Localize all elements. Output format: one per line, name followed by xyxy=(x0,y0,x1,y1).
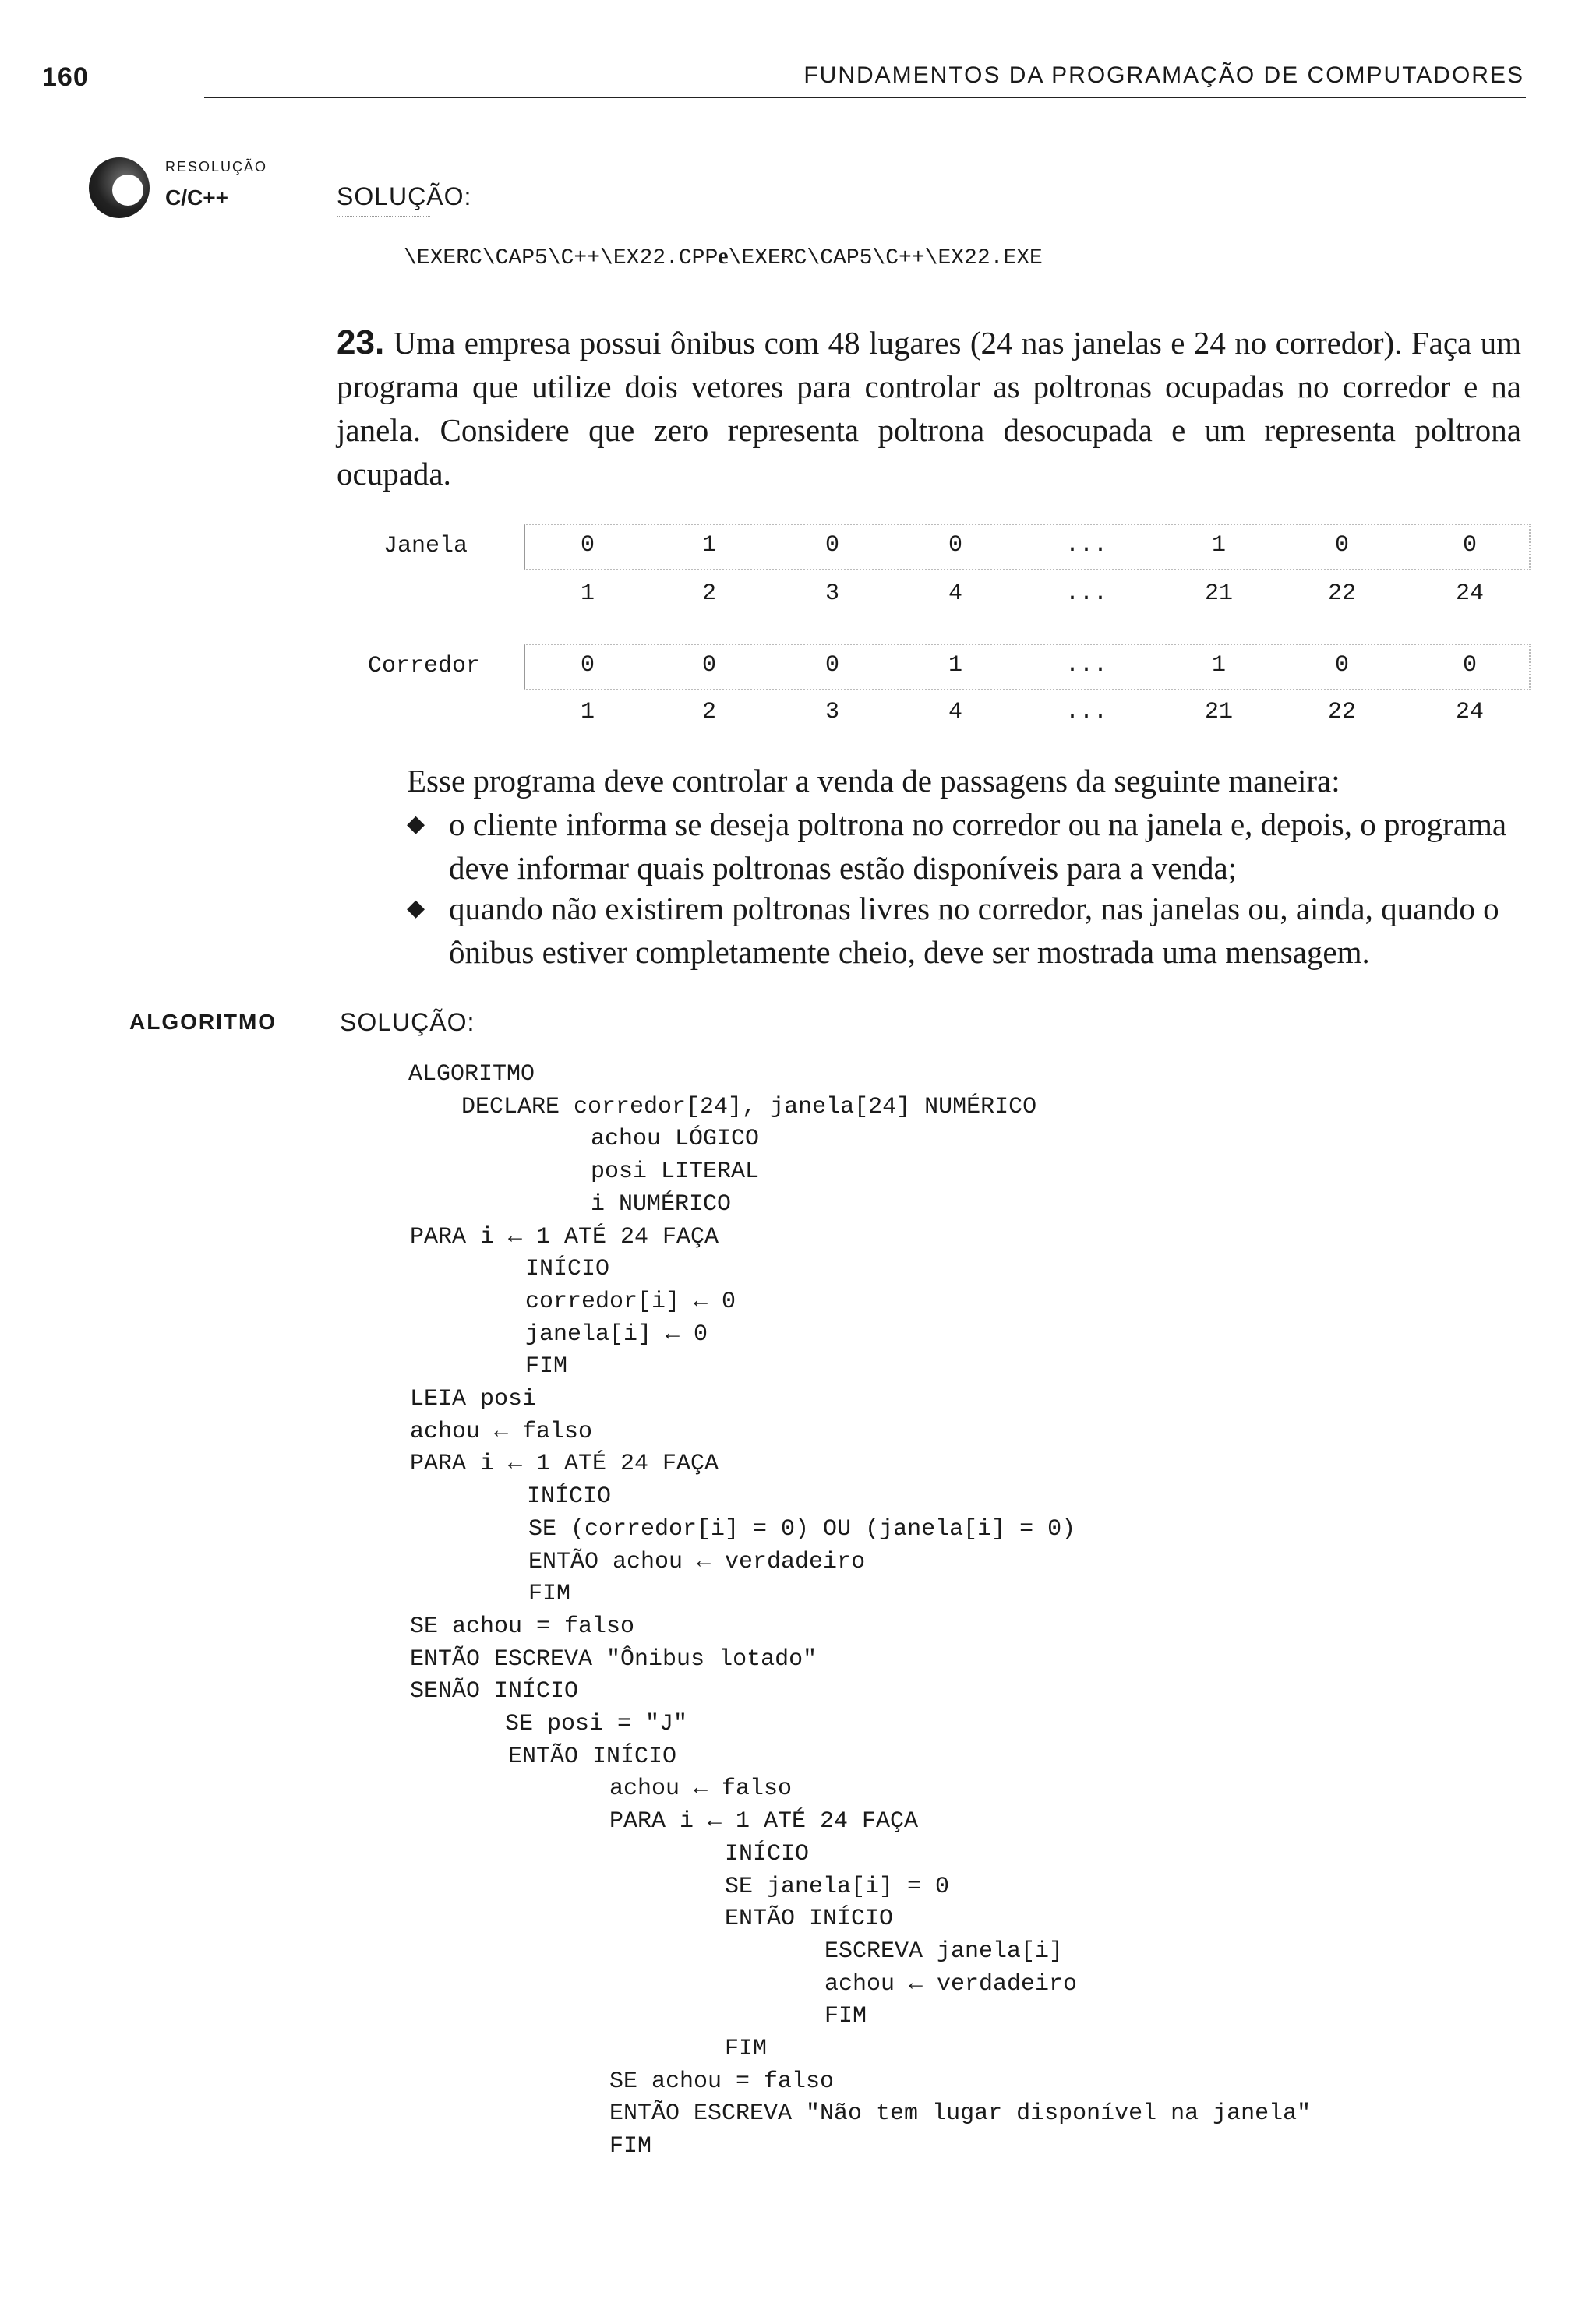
seat-number: 24 xyxy=(1455,699,1484,725)
seat-number: 24 xyxy=(1455,580,1484,607)
diamond-bullet-icon: ◆ xyxy=(407,811,425,837)
code-line: i NUMÉRICO xyxy=(591,1190,732,1218)
code-line: INÍCIO xyxy=(725,1840,810,1867)
code-line: achou LÓGICO xyxy=(591,1126,760,1153)
header-rule xyxy=(204,97,1526,98)
seat-status: 1 xyxy=(1211,532,1226,559)
file-paths xyxy=(404,243,1043,270)
code-line: achou ← verdadeiro xyxy=(824,1970,1078,1998)
seat-number: 4 xyxy=(948,580,962,607)
seat-status: 0 xyxy=(1462,652,1477,679)
solution-heading-rule xyxy=(337,216,430,217)
code-line: ENTÃO achou ← verdadeiro xyxy=(528,1548,866,1575)
code-line: posi LITERAL xyxy=(591,1158,760,1186)
seat-status: 1 xyxy=(948,652,962,679)
code-line: SE janela[i] = 0 xyxy=(725,1873,950,1900)
code-line: ENTÃO INÍCIO xyxy=(508,1743,677,1770)
code-line: corredor[i] ← 0 xyxy=(525,1288,736,1315)
code-line: PARA i ← 1 ATÉ 24 FAÇA xyxy=(410,1451,719,1478)
solution-heading xyxy=(337,182,471,217)
solution-heading-2 xyxy=(340,1008,475,1043)
code-line: FIM xyxy=(609,2133,652,2160)
question-paragraph xyxy=(337,321,1521,495)
seat-status: 1 xyxy=(701,532,716,559)
seat-status: 0 xyxy=(701,652,716,679)
seat-number: 3 xyxy=(824,580,839,607)
code-line: SE achou = falso xyxy=(410,1613,635,1640)
janela-values-row xyxy=(524,524,1527,567)
code-line: SENÃO INÍCIO xyxy=(410,1678,579,1705)
corredor-label: Corredor xyxy=(368,653,481,679)
seat-status: 0 xyxy=(1462,532,1477,559)
janela-indices-row xyxy=(524,572,1527,615)
code-line: PARA i ← 1 ATÉ 24 FAÇA xyxy=(410,1223,719,1250)
code-line: FIM xyxy=(725,2036,768,2062)
disc-icon xyxy=(89,157,150,218)
seat-number: 22 xyxy=(1327,699,1356,725)
seat-number: 3 xyxy=(824,699,839,725)
badge-resolution-label: RESOLUÇÃO xyxy=(165,159,268,175)
code-line: LEIA posi xyxy=(410,1386,537,1412)
solution-heading-text: SOLUÇÃO: xyxy=(340,1008,475,1036)
seat-status: 0 xyxy=(580,532,595,559)
code-line: SE (corredor[i] = 0) OU (janela[i] = 0) xyxy=(528,1515,1076,1543)
bullet-text: o cliente informa se deseja poltrona no corredor ou na janela e, depois, o programa deve informar quais poltronas estão disponíveis para a venda; xyxy=(449,806,1507,886)
path-separator: e xyxy=(718,243,729,269)
code-line: DECLARE corredor[24], janela[24] NUMÉRICO xyxy=(461,1093,1037,1120)
solution-heading-rule xyxy=(340,1042,433,1043)
code-line: FIM xyxy=(528,1581,571,1608)
code-line: ALGORITMO xyxy=(408,1061,535,1088)
seat-status: ... xyxy=(1065,532,1107,559)
seat-status: 0 xyxy=(1334,532,1349,559)
intro-text: Esse programa deve controlar a venda de passagens da seguinte maneira: xyxy=(407,763,1340,799)
page-number: 160 xyxy=(42,62,89,92)
seat-status: 0 xyxy=(580,652,595,679)
code-line: PARA i ← 1 ATÉ 24 FAÇA xyxy=(609,1808,919,1836)
seat-status: ... xyxy=(1065,652,1107,679)
seat-status: 1 xyxy=(1211,652,1226,679)
code-line: ENTÃO ESCREVA "Não tem lugar disponível na janela" xyxy=(609,2100,1312,2128)
question-text: Uma empresa possui ônibus com 48 lugares (24 nas janelas e 24 no corredor). Faça um programa que utilize dois vetores para controlar as poltronas ocupadas no corredor e na janela. Considere que zero representa poltrona desocupada e um representa poltrona ocupada. xyxy=(337,325,1522,492)
cpp-path: \EXERC\CAP5\C++\EX22.CPP xyxy=(404,246,719,270)
bullet-text: quando não existirem poltronas livres no corredor, nas janelas ou, ainda, quando o ônibus estiver completamente cheio, deve ser mostrada uma mensagem. xyxy=(449,890,1499,970)
seat-number: 1 xyxy=(580,580,595,607)
badge-language-label: C/C++ xyxy=(165,185,228,210)
code-line: SE posi = "J" xyxy=(505,1711,688,1737)
exe-path: \EXERC\CAP5\C++\EX22.EXE xyxy=(728,246,1043,270)
seat-number: 21 xyxy=(1204,699,1233,725)
corredor-indices-row xyxy=(524,690,1527,734)
code-line: INÍCIO xyxy=(527,1483,612,1511)
janela-label: Janela xyxy=(383,533,468,559)
code-line: FIM xyxy=(525,1353,568,1381)
bullet-item xyxy=(407,887,1529,974)
code-line: FIM xyxy=(824,2003,867,2030)
algorithm-margin-label: ALGORITMO xyxy=(129,1010,277,1034)
seat-status: 0 xyxy=(1334,652,1349,679)
seat-number: 4 xyxy=(948,699,962,725)
corredor-values-row xyxy=(524,644,1527,687)
question-number: 23. xyxy=(337,323,385,361)
code-line: INÍCIO xyxy=(525,1256,610,1283)
running-title: FUNDAMENTOS DA PROGRAMAÇÃO DE COMPUTADORES xyxy=(803,62,1524,88)
code-line: ESCREVA janela[i] xyxy=(824,1938,1064,1965)
code-line: ENTÃO ESCREVA "Ônibus lotado" xyxy=(410,1645,817,1673)
seat-number: ... xyxy=(1065,580,1107,607)
seat-number: 21 xyxy=(1204,580,1233,607)
seat-number: 1 xyxy=(580,699,595,725)
seat-number: 2 xyxy=(701,699,716,725)
diamond-bullet-icon: ◆ xyxy=(407,895,425,921)
code-line: achou ← falso xyxy=(410,1418,593,1445)
code-line: achou ← falso xyxy=(609,1776,793,1803)
code-line: janela[i] ← 0 xyxy=(525,1321,708,1348)
solution-heading-text: SOLUÇÃO: xyxy=(337,182,472,210)
bullet-item xyxy=(407,802,1529,890)
seat-status: 0 xyxy=(824,532,839,559)
seat-number: ... xyxy=(1065,699,1107,725)
seat-number: 22 xyxy=(1327,580,1356,607)
seat-status: 0 xyxy=(948,532,962,559)
resolution-badge xyxy=(81,153,167,223)
code-line: ENTÃO INÍCIO xyxy=(725,1906,894,1933)
seat-status: 0 xyxy=(824,652,839,679)
code-line: SE achou = falso xyxy=(609,2068,835,2095)
seat-number: 2 xyxy=(701,580,716,607)
